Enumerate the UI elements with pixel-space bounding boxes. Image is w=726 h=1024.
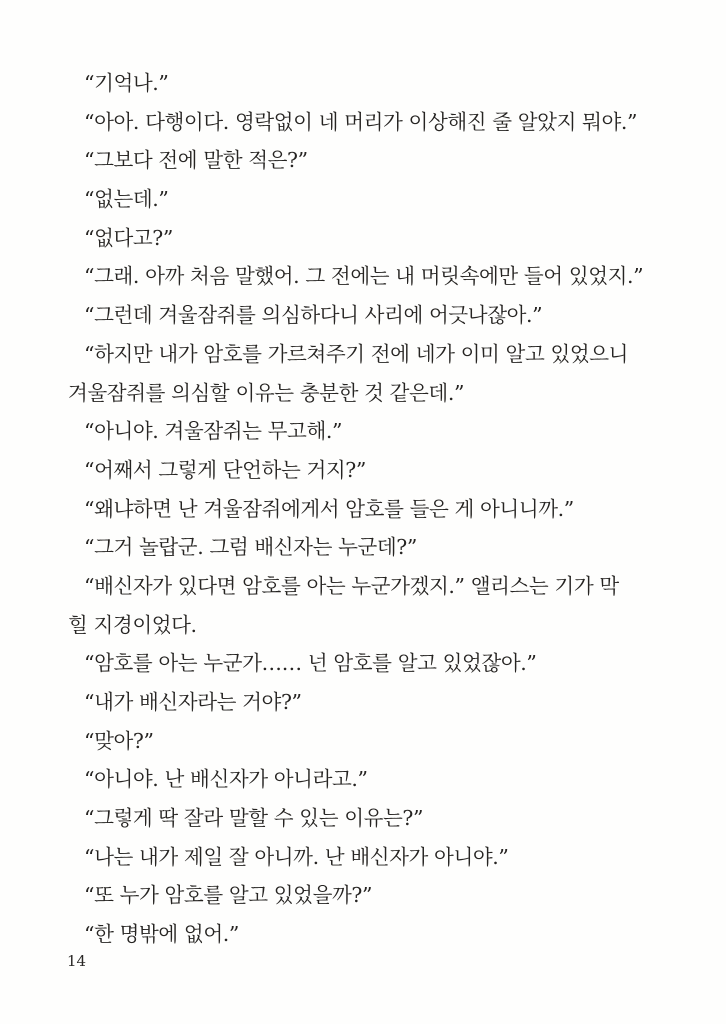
text-line: “암호를 아는 누군가…… 넌 암호를 알고 있었잖아.” <box>84 651 537 676</box>
text-line: “나는 내가 제일 잘 아니까. 난 배신자가 아니야.” <box>84 844 509 869</box>
text-line: “어째서 그렇게 단언하는 거지?” <box>84 457 366 482</box>
text-line: “배신자가 있다면 암호를 아는 누군가겠지.” 앨리스는 기가 막 <box>84 573 619 598</box>
text-line: “그보다 전에 말한 적은?” <box>84 148 308 173</box>
page-number: 14 <box>67 952 87 970</box>
text-line: 힐 지경이었다. <box>68 612 197 637</box>
text-line: “없다고?” <box>84 225 173 250</box>
text-line: “한 명밖에 없어.” <box>84 922 239 947</box>
text-line: “또 누가 암호를 알고 있었을까?” <box>84 883 373 908</box>
text-line: “하지만 내가 암호를 가르쳐주기 전에 네가 이미 알고 있었으니 <box>84 341 629 366</box>
text-line: “맞아?” <box>84 728 154 753</box>
text-line: “그런데 겨울잠쥐를 의심하다니 사리에 어긋나잖아.” <box>84 303 543 328</box>
text-line: “아니야. 겨울잠쥐는 무고해.” <box>84 419 343 444</box>
text-line: “그거 놀랍군. 그럼 배신자는 누군데?” <box>84 535 417 560</box>
text-line: “없는데.” <box>84 187 169 212</box>
text-line: “아아. 다행이다. 영락없이 네 머리가 이상해진 줄 알았지 뭐야.” <box>84 109 638 134</box>
text-line: “왜냐하면 난 겨울잠쥐에게서 암호를 들은 게 아니니까.” <box>84 496 574 521</box>
body-text <box>68 64 653 954</box>
text-line: “아니야. 난 배신자가 아니라고.” <box>84 767 368 792</box>
text-line: 겨울잠쥐를 의심할 이유는 충분한 것 같은데.” <box>68 380 465 405</box>
text-line: “내가 배신자라는 거야?” <box>84 690 302 714</box>
text-line: “그렇게 딱 잘라 말할 수 있는 이유는?” <box>84 806 424 831</box>
text-line: “기억나.” <box>84 71 169 95</box>
text-line: “그래. 아까 처음 말했어. 그 전에는 내 머릿속에만 들어 있었지.” <box>84 264 644 289</box>
